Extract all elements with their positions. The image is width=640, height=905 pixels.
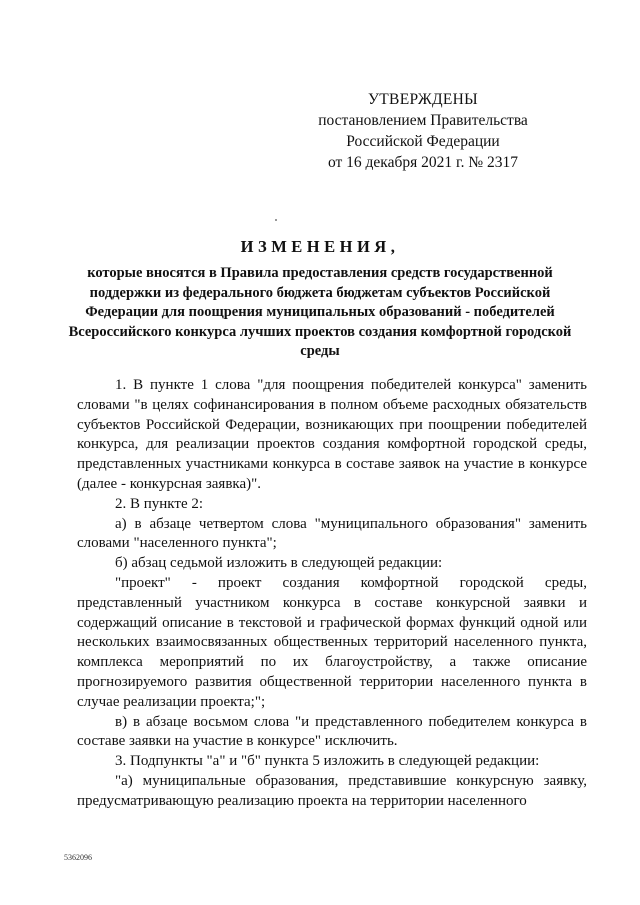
footer-code: 5362096 bbox=[64, 853, 92, 862]
approval-title: УТВЕРЖДЕНЫ bbox=[368, 91, 478, 108]
approval-line-2: Российской Федерации bbox=[346, 133, 500, 150]
approval-line-3: от 16 декабря 2021 г. № 2317 bbox=[327, 154, 519, 171]
paragraph-3: а) в абзаце четвертом слова "муниципального образования" заменить словами "населенного пункта"; bbox=[77, 515, 587, 552]
document-title: ИЗМЕНЕНИЯ, bbox=[240, 237, 400, 256]
scan-dot bbox=[275, 219, 277, 221]
document-subtitle: которые вносятся в Правила предоставления средств государственной поддержки из федерального бюджета бюджетам субъектов Российской Федерации для поощрения муниципальных образований - победителей Всероссийского конкурса лучших проектов создания комфортной городской среды bbox=[68, 265, 572, 359]
paragraph-4: б) абзац седьмой изложить в следующей редакции: bbox=[115, 555, 443, 572]
paragraph-5: "проект" - проект создания комфортной городской среды, представленный участником конкурса в составе конкурсной заявки и содержащий описание в текстовой и графической формах функций одной или нескольких взаимосвязанных общественных территорий населенного пункта, комплекса мероприятий по их благоустройству, а также описание прогнозируемого развития общественной территории населенного пункта в случае реализации проекта;"; bbox=[77, 574, 587, 710]
paragraph-7: 3. Подпункты "а" и "б" пункта 5 изложить в следующей редакции: bbox=[115, 753, 540, 770]
approval-line-1: постановлением Правительства bbox=[318, 112, 528, 129]
paragraph-6: в) в абзаце восьмом слова "и представленного победителем конкурса в составе заявки на участие в конкурсе" исключить. bbox=[77, 713, 587, 750]
paragraph-1: 1. В пункте 1 слова "для поощрения победителей конкурса" заменить словами "в целях софинансирования в полном объеме расходных обязательств субъектов Российской Федерации, возникающих при поощрении победителей конкурса, для реализации проектов создания комфортной городской среды, представленных участниками конкурса в составе заявок на участие в конкурсе (далее - конкурсная заявка)". bbox=[77, 377, 587, 492]
approval-block bbox=[318, 89, 528, 173]
paragraph-2: 2. В пункте 2: bbox=[115, 495, 204, 512]
document-body bbox=[77, 376, 587, 812]
paragraph-8: "а) муниципальные образования, представившие конкурсную заявку, предусматривающую реализацию проекта на территории населенного bbox=[77, 772, 587, 809]
